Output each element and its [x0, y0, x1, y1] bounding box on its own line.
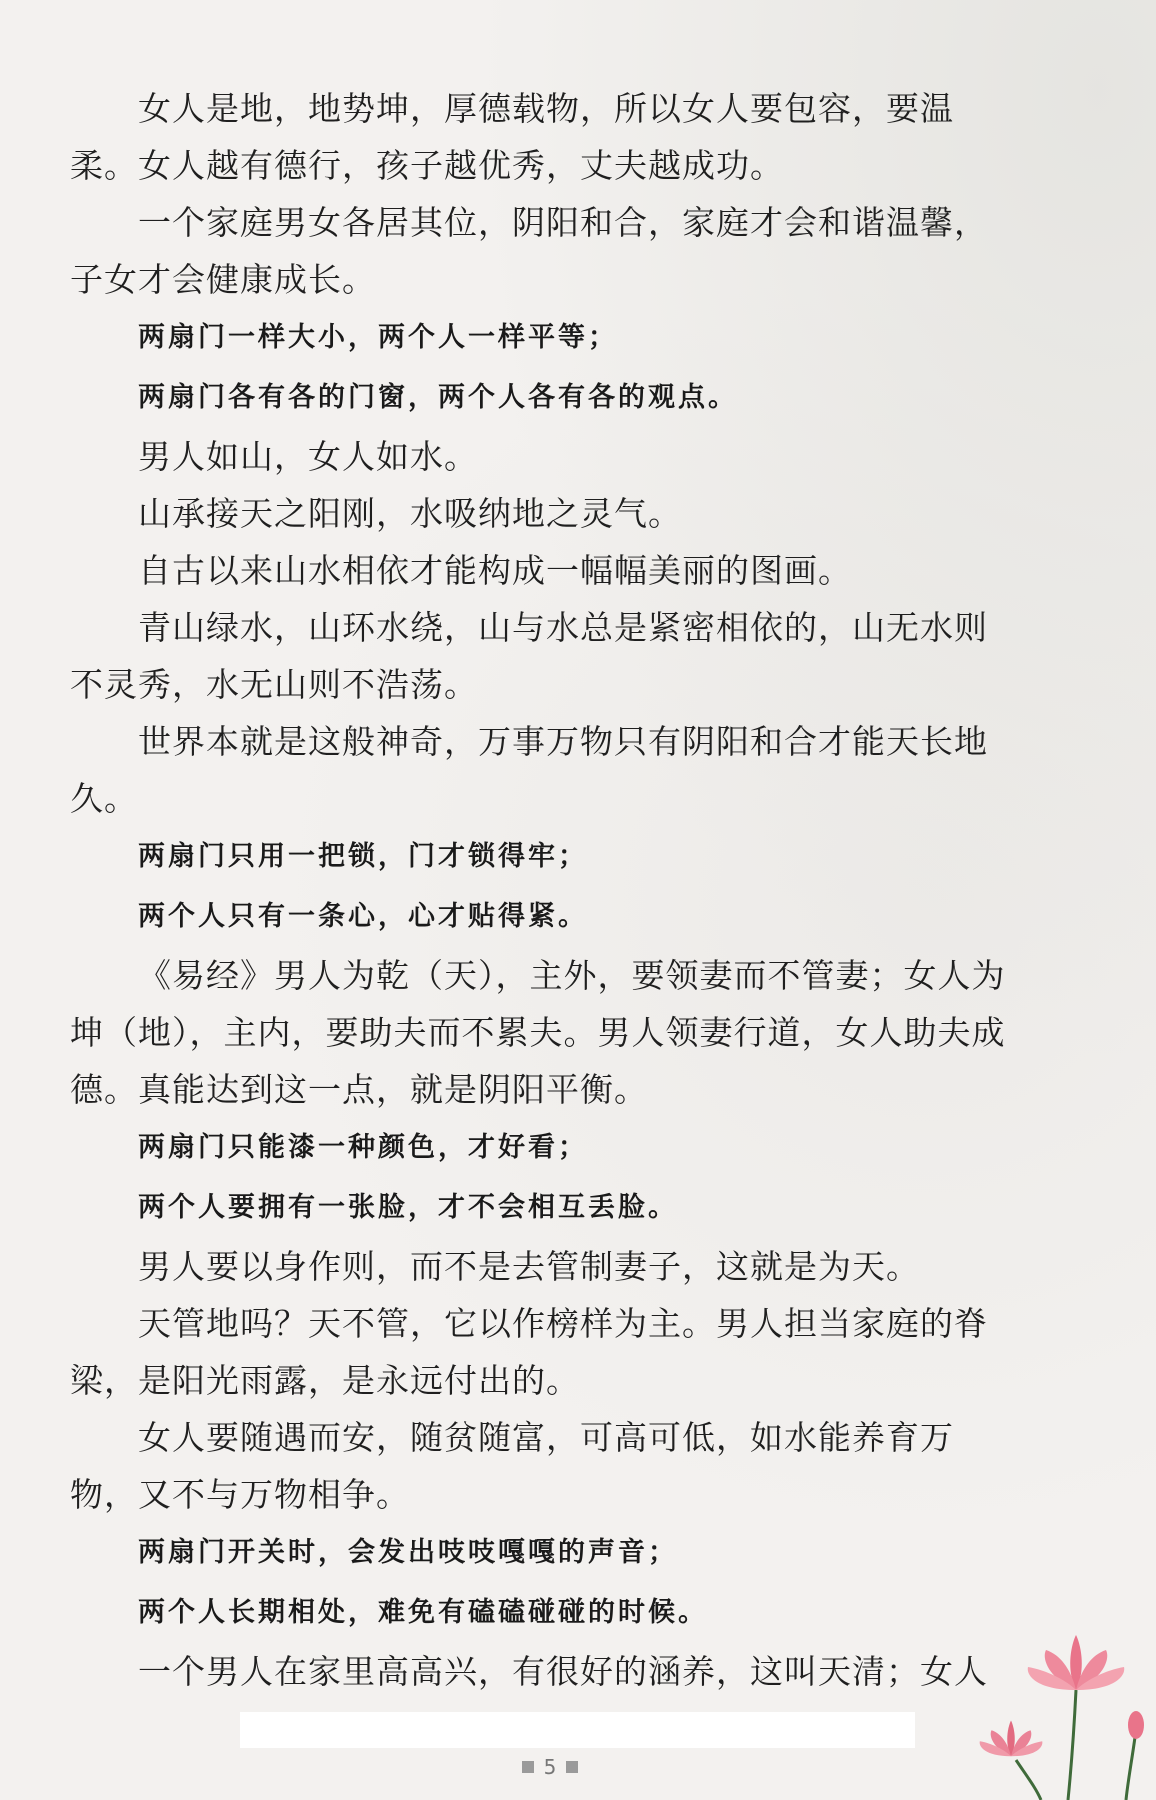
verse-line: 两扇门一样大小，两个人一样平等； [138, 322, 618, 353]
page-content [70, 80, 1010, 1700]
paragraph: 一个男人在家里高高兴，有很好的涵养，这叫天清；女人 [138, 1652, 988, 1691]
verse-line: 两个人要拥有一张脸，才不会相互丢脸。 [138, 1192, 678, 1223]
paragraph: 自古以来山水相依才能构成一幅幅美丽的图画。 [138, 551, 852, 590]
page-number-dot-left [522, 1761, 534, 1773]
paragraph: 山承接天之阳刚，水吸纳地之灵气。 [138, 494, 682, 533]
paragraph: 女人是地，地势坤，厚德载物，所以女人要包容，要温柔。女人越有德行，孩子越优秀，丈夫越成功。 [70, 89, 954, 185]
paragraph: 青山绿水，山环水绕，山与水总是紧密相依的，山无水则不灵秀，水无山则不浩荡。 [70, 608, 988, 704]
page-number [505, 1752, 595, 1782]
paragraph: 男人如山，女人如水。 [138, 437, 478, 476]
paragraph: 男人要以身作则，而不是去管制妻子，这就是为天。 [138, 1247, 920, 1286]
verse-line: 两个人长期相处，难免有磕磕碰碰的时候。 [138, 1597, 708, 1628]
paragraph: 一个家庭男女各居其位，阴阳和合，家庭才会和谐温馨，子女才会健康成长。 [70, 203, 988, 299]
lotus-flower-icon [896, 1610, 1156, 1800]
verse-line: 两扇门只用一把锁，门才锁得牢； [138, 841, 588, 872]
paragraph: 《易经》男人为乾（天），主外，要领妻而不管妻；女人为坤（地），主内，要助夫而不累夫。男人领妻行道，女人助夫成德。真能达到这一点，就是阴阳平衡。 [70, 956, 1006, 1109]
paragraph: 女人要随遇而安，随贫随富，可高可低，如水能养育万物，又不与万物相争。 [70, 1418, 954, 1514]
verse-line: 两扇门只能漆一种颜色，才好看； [138, 1132, 588, 1163]
verse-line: 两扇门开关时，会发出吱吱嘎嘎的声音； [138, 1537, 678, 1568]
paragraph: 世界本就是这般神奇，万事万物只有阴阳和合才能天长地久。 [70, 722, 988, 818]
paragraph: 天管地吗？天不管，它以作榜样为主。男人担当家庭的脊梁，是阳光雨露，是永远付出的。 [70, 1304, 988, 1400]
page-number-text: 5 [543, 1755, 557, 1779]
verse-line: 两扇门各有各的门窗，两个人各有各的观点。 [138, 382, 738, 413]
page-number-dot-right [566, 1761, 578, 1773]
footer-blank-box [240, 1712, 915, 1748]
verse-line: 两个人只有一条心，心才贴得紧。 [138, 901, 588, 932]
